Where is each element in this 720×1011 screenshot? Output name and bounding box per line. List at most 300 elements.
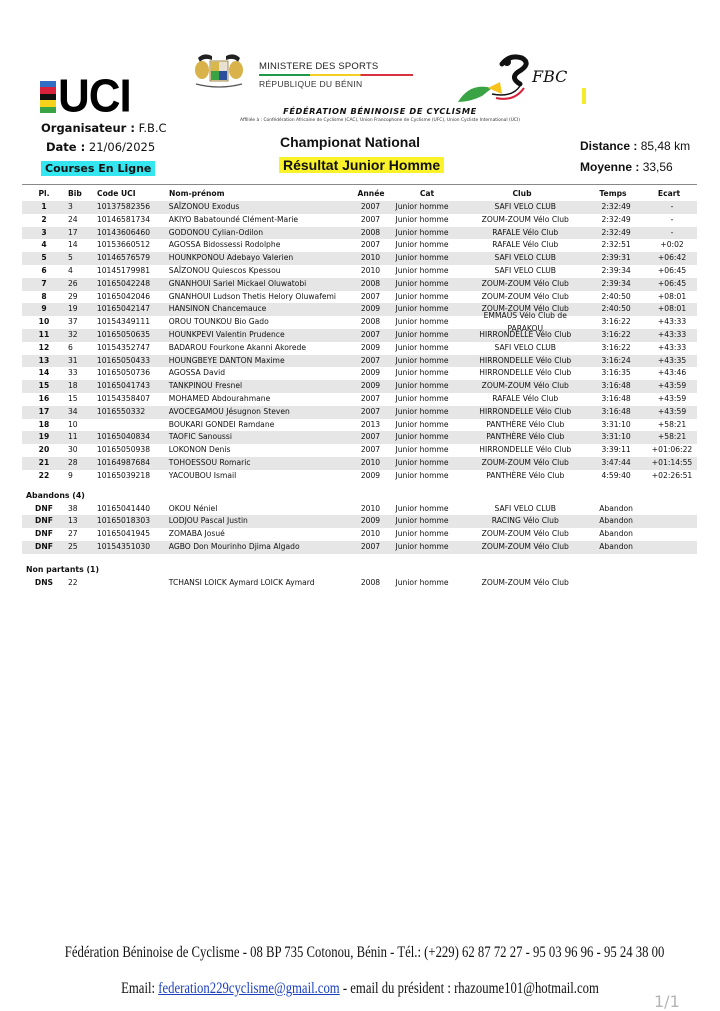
benin-coat-of-arms-icon xyxy=(190,50,248,90)
cell-bib: 9 xyxy=(67,470,73,480)
federation-email-link[interactable]: federation229cyclisme@gmail.com xyxy=(158,980,340,997)
cell-gap: +08:01 xyxy=(657,291,687,301)
cell-year: 2009 xyxy=(360,381,381,391)
cell-club: SAFI VELO CLUB xyxy=(494,202,556,211)
cell-club: RACING Vélo Club xyxy=(491,516,559,526)
cell-bib: 6 xyxy=(67,342,73,352)
cell-time: 3:39:11 xyxy=(601,445,631,455)
cell-gap: +43:59 xyxy=(657,381,687,391)
table-row xyxy=(22,291,697,304)
table-row xyxy=(22,406,697,419)
non-partants-rows xyxy=(22,577,697,590)
cell-code-uci: 10154351030 xyxy=(96,541,151,551)
cell-bib: 31 xyxy=(67,355,78,365)
cell-club: ZOUM-ZOUM Vélo Club xyxy=(481,457,569,467)
cell-rider-name: GODONOU Cylian-Odilon xyxy=(168,227,264,237)
cell-rider-name: HANSINON Chancemauce xyxy=(168,304,267,314)
cell-place: DNS xyxy=(34,577,54,587)
cell-place: DNF xyxy=(35,503,53,513)
course-type-badge: Courses En Ligne xyxy=(41,161,155,176)
col-code-uci: Code UCI xyxy=(97,189,136,198)
cell-category: Junior homme xyxy=(395,342,449,352)
race-date xyxy=(46,140,155,154)
cell-bib: 4 xyxy=(67,265,73,275)
organisateur-label: Organisateur : xyxy=(41,121,135,135)
cell-bib: 19 xyxy=(67,304,78,314)
cell-code-uci: 10137582356 xyxy=(96,202,151,211)
cell-bib: 33 xyxy=(67,368,78,378)
cell-club: RAFALE Vélo Club xyxy=(492,240,559,250)
table-row xyxy=(22,541,697,554)
cell-club: HIRRONDELLE Vélo Club xyxy=(479,406,572,416)
cell-rider-name: OKOU Néniel xyxy=(168,503,218,513)
cell-rider-name: AVOCEGAMOU Jésugnon Steven xyxy=(168,406,290,416)
fbc-logo-icon xyxy=(452,52,582,110)
cell-place: 9 xyxy=(41,304,47,314)
championship-title: Championat National xyxy=(280,134,421,150)
cell-rider-name: YACOUBOU Ismail xyxy=(168,470,237,480)
col-club: Club xyxy=(512,189,532,198)
cell-category: Junior homme xyxy=(395,541,449,551)
cell-place: 20 xyxy=(38,445,50,455)
cell-club: ZOUM-ZOUM Vélo Club xyxy=(481,529,569,539)
table-row xyxy=(22,214,697,227)
table-row xyxy=(22,310,697,333)
cell-bib: 13 xyxy=(67,516,78,526)
cell-club: EMMAÜS Vélo Club de PARAKOU xyxy=(483,310,567,333)
table-row xyxy=(22,278,697,291)
table-row xyxy=(22,444,697,457)
cell-year: 2007 xyxy=(360,541,381,551)
cell-rider-name: LODJOU Pascal Justin xyxy=(168,516,248,526)
non-partants-title: Non partants (1) xyxy=(26,564,100,574)
cell-category: Junior homme xyxy=(395,432,449,442)
cell-year: 2007 xyxy=(360,393,381,403)
col-bib: Bib xyxy=(68,189,82,198)
cell-code-uci: 10165050938 xyxy=(96,445,151,455)
cell-category: Junior homme xyxy=(395,214,449,224)
cell-time: 2:40:50 xyxy=(601,304,631,314)
cell-bib: 18 xyxy=(67,381,78,391)
table-row xyxy=(22,227,697,240)
cell-gap: +06:42 xyxy=(657,253,687,263)
cell-category: Junior homme xyxy=(395,227,449,237)
cell-club: ZOUM-ZOUM Vélo Club xyxy=(481,278,569,288)
cell-club: RAFALE Vélo Club xyxy=(492,227,559,237)
cell-code-uci: 10165040834 xyxy=(96,432,151,442)
cell-code-uci: 10165018303 xyxy=(96,516,151,526)
cell-rider-name: BADAROU Fourkone Akanni Akorede xyxy=(168,342,307,352)
cell-time: 2:39:31 xyxy=(601,253,631,263)
cell-time: 3:16:48 xyxy=(601,406,631,416)
cell-rider-name: GNANHOUI Ludson Thetis Helory Oluwafemi xyxy=(168,291,337,301)
table-row xyxy=(22,239,697,252)
table-row xyxy=(22,252,697,265)
cell-bib: 3 xyxy=(67,202,73,211)
cell-club: ZOUM-ZOUM Vélo Club xyxy=(481,381,569,391)
col-name: Nom-prénom xyxy=(169,189,225,198)
cell-time: 3:16:24 xyxy=(601,355,631,365)
cell-place: 10 xyxy=(38,317,50,327)
cell-bib: 30 xyxy=(67,445,78,455)
cell-gap: +02:26:51 xyxy=(651,470,693,480)
cell-category: Junior homme xyxy=(395,253,449,263)
table-row xyxy=(22,419,697,432)
cell-rider-name: TOHOESSOU Romaric xyxy=(168,457,251,467)
cell-code-uci: 10165050433 xyxy=(96,355,151,365)
cell-gap: - xyxy=(670,202,674,211)
cell-place: 16 xyxy=(38,393,50,403)
cell-time: 2:32:49 xyxy=(601,214,631,224)
table-header xyxy=(22,187,697,201)
cell-rider-name: ZOMABA Josué xyxy=(168,529,225,539)
cell-category: Junior homme xyxy=(395,368,449,378)
cell-place: 12 xyxy=(38,342,50,352)
cell-gap: +58:21 xyxy=(657,419,687,429)
cell-code-uci: 10165041440 xyxy=(96,503,151,513)
cell-year: 2007 xyxy=(360,355,381,365)
cell-rider-name: TAOFIC Sanoussi xyxy=(168,432,232,442)
cell-rider-name: AGOSSA David xyxy=(168,368,226,378)
abandons-rows xyxy=(22,503,697,554)
cell-category: Junior homme xyxy=(395,419,449,429)
cell-code-uci: 10165042147 xyxy=(96,304,151,314)
cell-time: 3:16:22 xyxy=(601,329,631,339)
cell-rider-name: AGOSSA Bidossessi Rodolphe xyxy=(168,240,281,250)
cell-place: 19 xyxy=(38,432,50,442)
date-value: 21/06/2025 xyxy=(88,140,156,154)
cell-place: 15 xyxy=(38,381,50,391)
cell-gap: +43:59 xyxy=(657,393,687,403)
cell-club: ZOUM-ZOUM Vélo Club xyxy=(481,541,569,551)
cell-gap: +43:59 xyxy=(657,406,687,416)
cell-bib: 15 xyxy=(67,393,78,403)
cell-place: 5 xyxy=(41,253,47,263)
cell-place: 4 xyxy=(41,240,47,250)
cell-year: 2009 xyxy=(360,516,381,526)
cell-time: 3:31:10 xyxy=(601,419,631,429)
cell-gap: +06:45 xyxy=(657,265,687,275)
cell-club: PANTHÈRE Vélo Club xyxy=(486,432,565,442)
cell-category: Junior homme xyxy=(395,381,449,391)
cell-year: 2007 xyxy=(360,214,381,224)
cell-bib: 38 xyxy=(67,503,78,513)
col-pl: Pl. xyxy=(38,189,50,198)
cell-rider-name: AKIYO Babatoundé Clément-Marie xyxy=(168,214,299,224)
cell-place: 7 xyxy=(41,278,47,288)
date-label: Date : xyxy=(46,140,86,154)
cell-gap: +06:45 xyxy=(657,278,687,288)
cell-bib: 28 xyxy=(67,457,78,467)
footer-contact: Fédération Béninoise de Cyclisme - 08 BP 735 Cotonou, Bénin - Tél.: (+229) 62 87 72 27 - 95 03 96 96 - 95 24 38 00 xyxy=(64,944,665,961)
col-cat: Cat xyxy=(419,189,435,198)
abandons-title: Abandons (4) xyxy=(26,490,85,500)
cell-time: 3:16:35 xyxy=(601,368,631,378)
cell-category: Junior homme xyxy=(395,445,449,455)
col-time: Temps xyxy=(599,189,627,198)
cell-category: Junior homme xyxy=(395,577,449,587)
cell-place: 1 xyxy=(41,202,47,211)
cell-club: SAFI VELO CLUB xyxy=(494,253,556,263)
cell-bib: 10 xyxy=(67,419,78,429)
cell-rider-name: LOKONON Denis xyxy=(168,445,231,455)
page-indicator: 1/1 xyxy=(654,992,680,1011)
moyenne-value: 33,56 xyxy=(642,160,673,174)
cell-rider-name: HOUNKPEVI Valentin Prudence xyxy=(168,329,285,339)
cell-time: 3:47:44 xyxy=(601,457,631,467)
ministry-title: MINISTERE DES SPORTS xyxy=(259,61,379,72)
cell-club: PANTHÈRE Vélo Club xyxy=(486,419,565,429)
cell-time: 3:16:22 xyxy=(601,317,631,327)
cell-category: Junior homme xyxy=(395,470,449,480)
cell-bib: 14 xyxy=(67,240,78,250)
col-year: Année xyxy=(357,189,385,198)
cell-place: 11 xyxy=(38,329,50,339)
federation-name: FÉDÉRATION BÉNINOISE DE CYCLISME xyxy=(283,106,477,116)
cell-code-uci: 10165042046 xyxy=(96,291,151,301)
distance-label: Distance : xyxy=(580,139,638,153)
fbc-logo-text: FBC xyxy=(532,67,568,86)
results-rows xyxy=(22,201,697,483)
cell-bib: 37 xyxy=(67,317,78,327)
cell-gap: +43:46 xyxy=(657,368,687,378)
cell-time: Abandon xyxy=(599,529,633,539)
cell-club: RAFALE Vélo Club xyxy=(492,393,559,403)
cell-category: Junior homme xyxy=(395,457,449,467)
race-distance xyxy=(580,139,690,153)
cell-time: Abandon xyxy=(599,503,633,513)
cell-place: 8 xyxy=(41,291,47,301)
cell-category: Junior homme xyxy=(395,503,449,513)
cell-code-uci: 10165039218 xyxy=(96,470,151,480)
cell-place: DNF xyxy=(35,529,53,539)
cell-code-uci: 10154349111 xyxy=(96,317,151,327)
cell-time: 4:59:40 xyxy=(601,470,631,480)
cell-category: Junior homme xyxy=(395,406,449,416)
cell-rider-name: BOUKARI GONDEI Ramdane xyxy=(168,419,275,429)
cell-code-uci: 10165041945 xyxy=(96,529,151,539)
cell-category: Junior homme xyxy=(395,291,449,301)
cell-year: 2008 xyxy=(360,577,381,587)
cell-time: 2:39:34 xyxy=(601,278,631,288)
table-row xyxy=(22,265,697,278)
table-row xyxy=(22,393,697,406)
cell-category: Junior homme xyxy=(395,329,449,339)
cell-place: 21 xyxy=(38,457,50,467)
cell-year: 2007 xyxy=(360,406,381,416)
cell-code-uci: 10165042248 xyxy=(96,278,151,288)
cell-club: PANTHÈRE Vélo Club xyxy=(486,470,565,480)
table-row xyxy=(22,367,697,380)
results-table xyxy=(22,187,697,590)
cell-place: 14 xyxy=(38,368,50,378)
cell-year: 2007 xyxy=(360,445,381,455)
cell-code-uci: 10143606460 xyxy=(96,227,151,237)
cell-place: 18 xyxy=(38,419,50,429)
cell-gap: +58:21 xyxy=(657,432,687,442)
cell-gap: - xyxy=(670,227,674,237)
cell-rider-name: TCHANSI LOICK Aymard LOICK Aymard xyxy=(168,577,315,587)
cell-club: ZOUM-ZOUM Vélo Club xyxy=(481,291,569,301)
cell-category: Junior homme xyxy=(395,516,449,526)
cell-gap: - xyxy=(670,214,674,224)
cell-place: 6 xyxy=(41,265,47,275)
cell-bib: 25 xyxy=(67,541,78,551)
table-row xyxy=(22,457,697,470)
cell-year: 2010 xyxy=(360,265,381,275)
cell-gap: +01:14:55 xyxy=(651,457,693,467)
table-row xyxy=(22,201,697,214)
cell-rider-name: MOHAMED Abdourahmane xyxy=(168,393,271,403)
yellow-marker xyxy=(582,88,586,104)
cell-club: ZOUM-ZOUM Vélo Club xyxy=(481,577,569,587)
cell-time: Abandon xyxy=(599,516,633,526)
cell-club: ZOUM-ZOUM Vélo Club xyxy=(481,304,569,314)
cell-year: 2007 xyxy=(360,202,381,211)
cell-gap: +43:35 xyxy=(657,355,687,365)
cell-code-uci: 10154358407 xyxy=(96,393,151,403)
cell-gap: +43:33 xyxy=(657,329,687,339)
organisateur-value: F.B.C xyxy=(138,121,167,135)
cell-year: 2008 xyxy=(360,227,381,237)
cell-gap: +43:33 xyxy=(657,342,687,352)
table-row xyxy=(22,470,697,483)
cell-code-uci: 10164987684 xyxy=(96,457,151,467)
cell-bib: 32 xyxy=(67,329,78,339)
table-row xyxy=(22,342,697,355)
cell-place: 3 xyxy=(41,227,47,237)
cell-time: 2:40:50 xyxy=(601,291,631,301)
cell-club: HIRRONDELLE Vélo Club xyxy=(479,445,572,455)
cell-club: ZOUM-ZOUM Vélo Club xyxy=(481,214,569,224)
cell-category: Junior homme xyxy=(395,317,449,327)
cell-bib: 27 xyxy=(67,529,78,539)
cell-category: Junior homme xyxy=(395,355,449,365)
cell-year: 2008 xyxy=(360,317,381,327)
cell-time: 2:39:34 xyxy=(601,265,631,275)
uci-logo-text: UCI xyxy=(58,70,131,123)
cell-category: Junior homme xyxy=(395,393,449,403)
table-row xyxy=(22,431,697,444)
cell-code-uci: 10165041743 xyxy=(96,381,151,391)
cell-club: HIRRONDELLE Vélo Club xyxy=(479,368,572,378)
cell-year: 2010 xyxy=(360,529,381,539)
cell-place: 13 xyxy=(38,355,50,365)
cell-club: HIRRONDELLE Vélo Club xyxy=(479,355,572,365)
cell-rider-name: SAÏZONOU Quiescos Kpessou xyxy=(168,265,281,275)
organisateur xyxy=(41,121,167,135)
table-row xyxy=(22,303,697,316)
cell-category: Junior homme xyxy=(395,265,449,275)
cell-club: SAFI VELO CLUB xyxy=(494,503,556,513)
cell-gap: +08:01 xyxy=(657,304,687,314)
federation-affiliation: Affiliée à : Confédération Africaine de Cyclisme (CAC), Union Francophone de Cyclisme (UFC), Union Cycliste International (UCI) xyxy=(240,118,520,123)
republic-title: RÉPUBLIQUE DU BÉNIN xyxy=(259,79,363,89)
cell-rider-name: GNANHOUI Sariel Mickael Oluwatobi xyxy=(168,278,307,288)
cell-year: 2009 xyxy=(360,304,381,314)
cell-bib: 17 xyxy=(67,227,78,237)
cell-rider-name: SAÏZONOU Exodus xyxy=(168,202,240,211)
cell-code-uci: 10145179981 xyxy=(96,265,151,275)
cell-place: 22 xyxy=(38,470,50,480)
cell-place: DNF xyxy=(35,516,53,526)
cell-category: Junior homme xyxy=(395,202,449,211)
cell-rider-name: AGBO Don Mourinho Djima Algado xyxy=(168,541,300,551)
table-row xyxy=(22,380,697,393)
cell-time: 3:16:48 xyxy=(601,381,631,391)
cell-code-uci: 10146576579 xyxy=(96,253,151,263)
cell-time: 2:32:49 xyxy=(601,202,631,211)
president-email: - email du président : rhazoume101@hotmail.com xyxy=(342,980,599,997)
cell-time: 3:31:10 xyxy=(601,432,631,442)
cell-category: Junior homme xyxy=(395,278,449,288)
table-row xyxy=(22,577,697,590)
cell-category: Junior homme xyxy=(395,304,449,314)
cell-time: 2:32:51 xyxy=(601,240,631,250)
cell-year: 2007 xyxy=(360,240,381,250)
cell-time: 3:16:22 xyxy=(601,342,631,352)
cell-year: 2008 xyxy=(360,278,381,288)
cell-year: 2009 xyxy=(360,368,381,378)
cell-year: 2007 xyxy=(360,291,381,301)
benin-flag-line xyxy=(259,74,413,76)
col-gap: Ecart xyxy=(657,189,681,198)
cell-gap: +43:33 xyxy=(657,317,687,327)
cell-code-uci: 10153660512 xyxy=(96,240,151,250)
cell-bib: 26 xyxy=(67,278,78,288)
header-divider xyxy=(22,184,697,185)
cell-rider-name: TANKPINOU Fresnel xyxy=(168,381,243,391)
distance-value: 85,48 km xyxy=(640,139,691,153)
cell-time: 2:32:49 xyxy=(601,227,631,237)
cell-year: 2007 xyxy=(360,329,381,339)
cell-rider-name: HOUNKPONOU Adebayo Valerien xyxy=(168,253,294,263)
cell-category: Junior homme xyxy=(395,240,449,250)
cell-year: 2010 xyxy=(360,503,381,513)
result-title: Résultat Junior Homme xyxy=(279,157,444,173)
cell-year: 2007 xyxy=(360,432,381,442)
cell-bib: 22 xyxy=(67,577,78,587)
cell-rider-name: HOUNGBEYE DANTON Maxime xyxy=(168,355,285,365)
cell-year: 2013 xyxy=(360,419,381,429)
cell-time: 3:16:48 xyxy=(601,393,631,403)
cell-gap: +0:02 xyxy=(660,240,684,250)
cell-year: 2009 xyxy=(360,470,381,480)
table-row xyxy=(22,503,697,516)
cell-club: SAFI VELO CLUB xyxy=(494,265,556,275)
cell-bib: 5 xyxy=(67,253,73,263)
cell-code-uci: 10154352747 xyxy=(96,342,151,352)
cell-time: Abandon xyxy=(599,541,633,551)
cell-code-uci: 1016550332 xyxy=(96,406,146,416)
cell-club: HIRRONDELLE Vélo Club xyxy=(479,329,572,339)
cell-year: 2010 xyxy=(360,253,381,263)
cell-code-uci: 10165050635 xyxy=(96,329,151,339)
footer-emails xyxy=(65,980,655,998)
cell-gap: +01:06:22 xyxy=(651,445,693,455)
cell-category: Junior homme xyxy=(395,529,449,539)
footer-email-label: Email: xyxy=(121,980,156,997)
average-speed xyxy=(580,160,673,174)
table-row xyxy=(22,528,697,541)
cell-year: 2010 xyxy=(360,457,381,467)
cell-place: 2 xyxy=(41,214,47,224)
moyenne-label: Moyenne : xyxy=(580,160,640,174)
cell-bib: 29 xyxy=(67,291,78,301)
cell-club: SAFI VELO CLUB xyxy=(494,342,556,352)
cell-bib: 34 xyxy=(67,406,78,416)
cell-year: 2009 xyxy=(360,342,381,352)
